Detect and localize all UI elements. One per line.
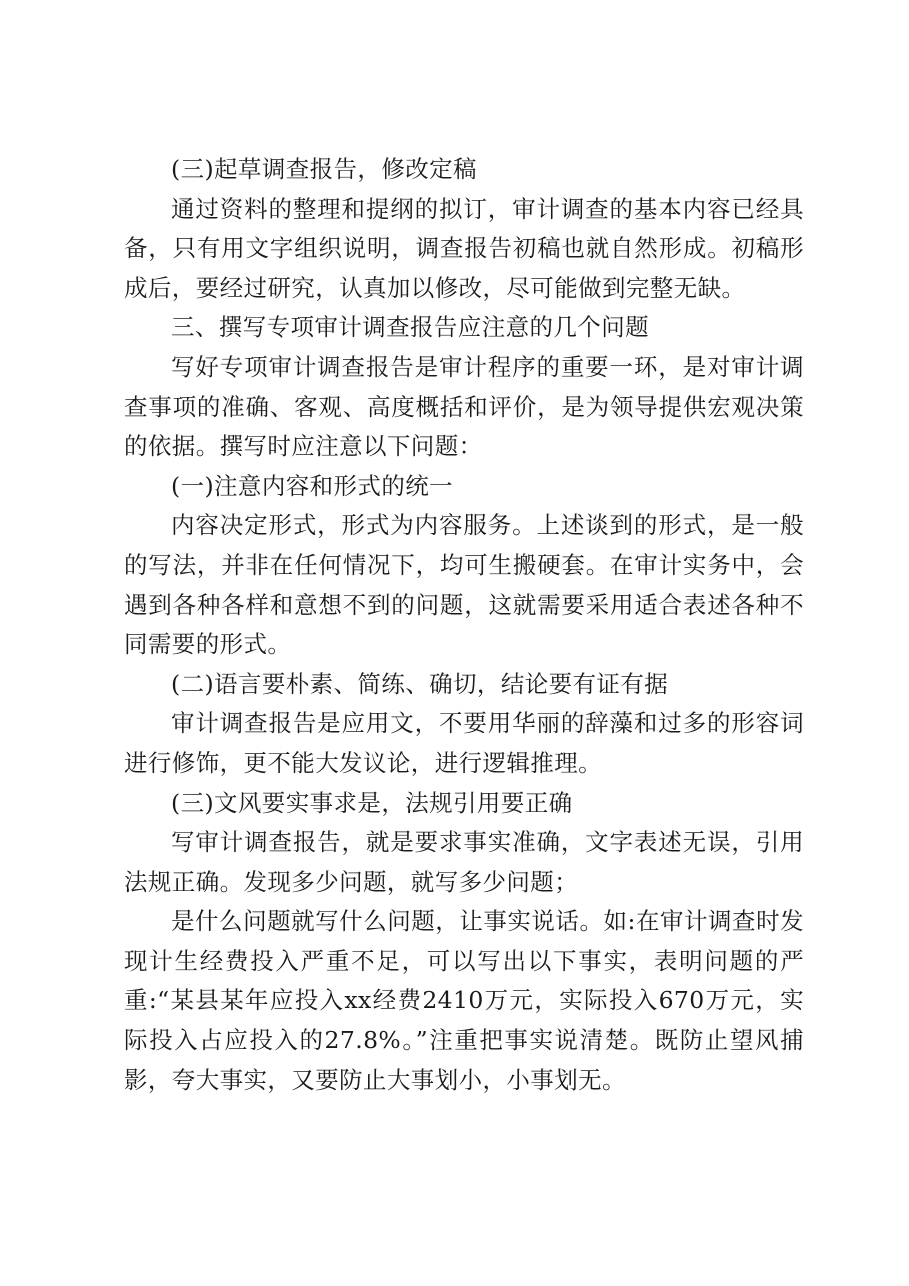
section-heading-draft-report: (三)起草调查报告，修改定稿 — [171, 155, 477, 183]
section-heading-content-form: (一)注意内容和形式的统一 — [171, 471, 454, 500]
paragraph-writing-issues: 写好专项审计调查报告是审计程序的重要一环，是对审计调查事项的准确、客观、高度概括和评价，是为领导提供宏观决策的依据。撰写时应注意以下问题： — [124, 352, 804, 461]
document-body — [124, 150, 804, 1100]
paragraph-draft-report: 通过资料的整理和提纲的拟订，审计调查的基本内容已经具备，只有用文字组织说明，调查报告初稿也就自然形成。初稿形成后，要经过研究，认真加以修改，尽可能做到完整无缺。 — [124, 194, 804, 302]
paragraph-style-2: 是什么问题就写什么问题，让事实说话。如:在审计调查时发现计生经费投入严重不足，可以写出以下事实，表明问题的严重:“某县某年应投入xx经费2410万元，实际投入670万元，实际投入占应投入的27.8%。”注重把事实说清楚。既防止望风捕影，夸大事实，又要防止大事划小，小事划无。 — [124, 907, 804, 1094]
section-heading-writing-issues: 三、撰写专项审计调查报告应注意的几个问题 — [171, 313, 649, 342]
paragraph-content-form: 内容决定形式，形式为内容服务。上述谈到的形式，是一般的写法，并非在任何情况下，均可生搬硬套。在审计实务中，会遇到各种各样和意想不到的问题，这就需要采用适合表述各种不同需要的形式。 — [124, 511, 804, 659]
section-heading-language: (二)语言要朴素、简练、确切，结论要有证有据 — [171, 669, 669, 698]
section-heading-style: (三)文风要实事求是，法规引用要正确 — [171, 788, 573, 817]
paragraph-style-1: 写审计调查报告，就是要求事实准确，文字表述无误，引用法规正确。发现多少问题，就写多少问题； — [124, 828, 804, 896]
paragraph-language: 审计调查报告是应用文，不要用华丽的辞藻和过多的形容词进行修饰，更不能大发议论，进行逻辑推理。 — [124, 709, 804, 777]
